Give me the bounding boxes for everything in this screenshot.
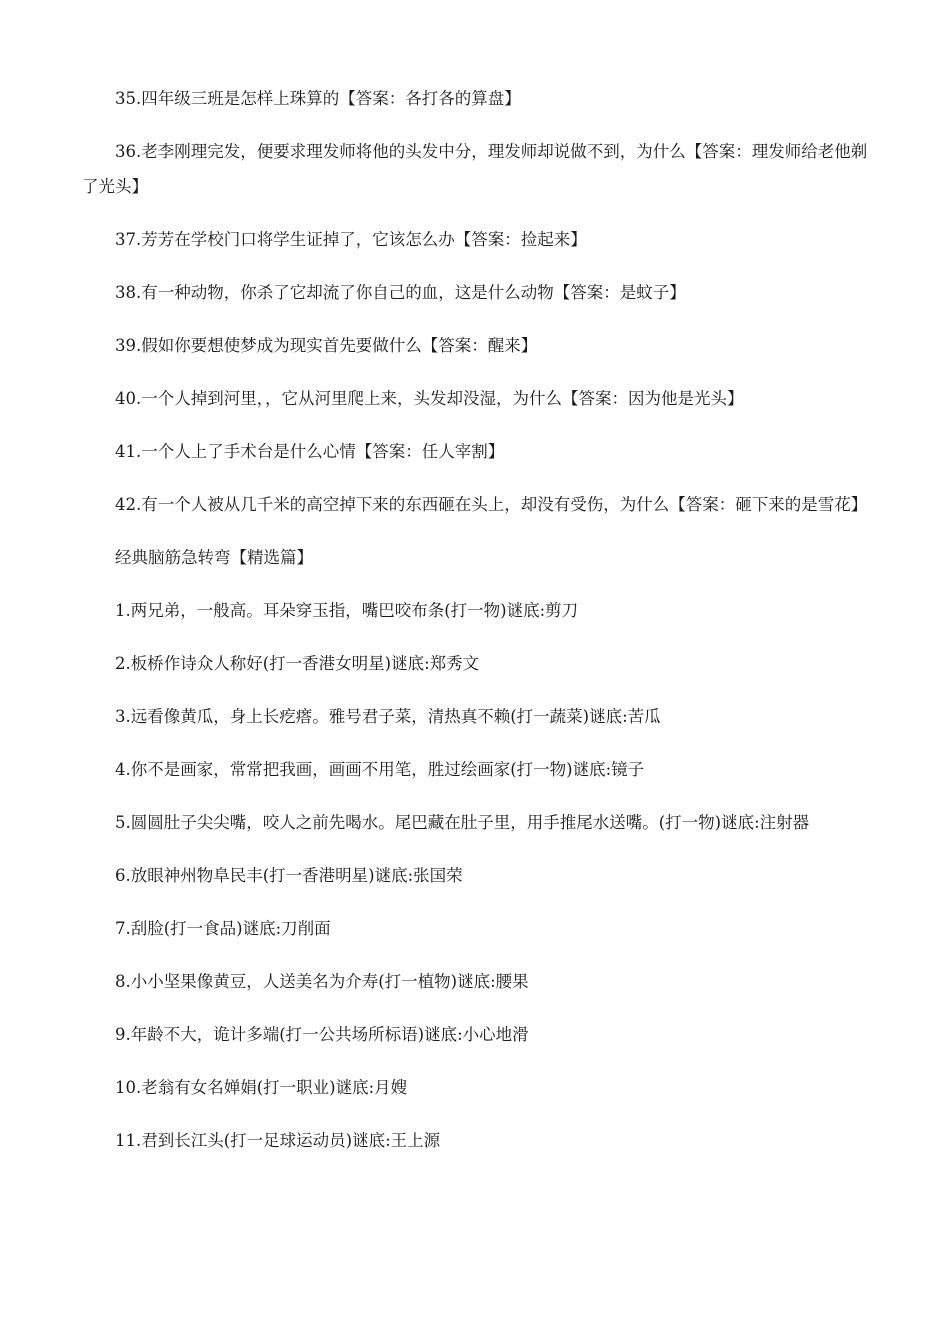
section-heading: 经典脑筋急转弯【精选篇】 (115, 548, 313, 567)
riddle-38: 38.有一种动物，你杀了它却流了你自己的血，这是什么动物【答案：是蚊子】 (115, 283, 686, 302)
riddle-41: 41.一个人上了手术台是什么心情【答案：任人宰割】 (115, 442, 505, 461)
puzzle-7: 7.刮脸(打一食品)谜底:刀削面 (115, 919, 331, 938)
puzzle-9: 9.年龄不大，诡计多端(打一公共场所标语)谜底:小心地滑 (115, 1025, 529, 1044)
riddle-39: 39.假如你要想使梦成为现实首先要做什么【答案：醒来】 (115, 336, 538, 355)
riddle-37: 37.芳芳在学校门口将学生证掉了，它该怎么办【答案：捡起来】 (115, 230, 587, 249)
riddle-42: 42.有一个人被从几千米的高空掉下来的东西砸在头上，却没有受伤，为什么【答案：砸下来的是雪花】 (115, 495, 868, 514)
riddle-35: 35.四年级三班是怎样上珠算的【答案：各打各的算盘】 (115, 89, 521, 108)
puzzle-10: 10.老翁有女名婵娟(打一职业)谜底:月嫂 (115, 1078, 408, 1097)
riddle-36: 36.老李刚理完发，便要求理发师将他的头发中分，理发师却说做不到，为什么【答案：理发师给老他剃了光头】 (82, 142, 868, 196)
puzzle-11: 11.君到长江头(打一足球运动员)谜底:王上源 (115, 1131, 441, 1150)
riddle-40: 40.一个人掉到河里，，它从河里爬上来，头发却没湿，为什么【答案：因为他是光头】 (115, 389, 744, 408)
puzzle-5: 5.圆圆肚子尖尖嘴，咬人之前先喝水。尾巴藏在肚子里，用手推尾水送嘴。(打一物)谜底:注射器 (115, 813, 810, 832)
puzzle-1: 1.两兄弟，一般高。耳朵穿玉指，嘴巴咬布条(打一物)谜底:剪刀 (115, 601, 579, 620)
puzzle-3: 3.远看像黄瓜，身上长疙瘩。雅号君子菜，清热真不赖(打一蔬菜)谜底:苦瓜 (115, 707, 661, 726)
puzzle-8: 8.小小坚果像黄豆，人送美名为介寿(打一植物)谜底:腰果 (115, 972, 529, 991)
puzzle-2: 2.板桥作诗众人称好(打一香港女明星)谜底:郑秀文 (115, 654, 480, 673)
puzzle-4: 4.你不是画家，常常把我画，画画不用笔，胜过绘画家(打一物)谜底:镜子 (115, 760, 645, 779)
document-body (82, 81, 868, 1176)
puzzle-6: 6.放眼神州物阜民丰(打一香港明星)谜底:张国荣 (115, 866, 463, 885)
